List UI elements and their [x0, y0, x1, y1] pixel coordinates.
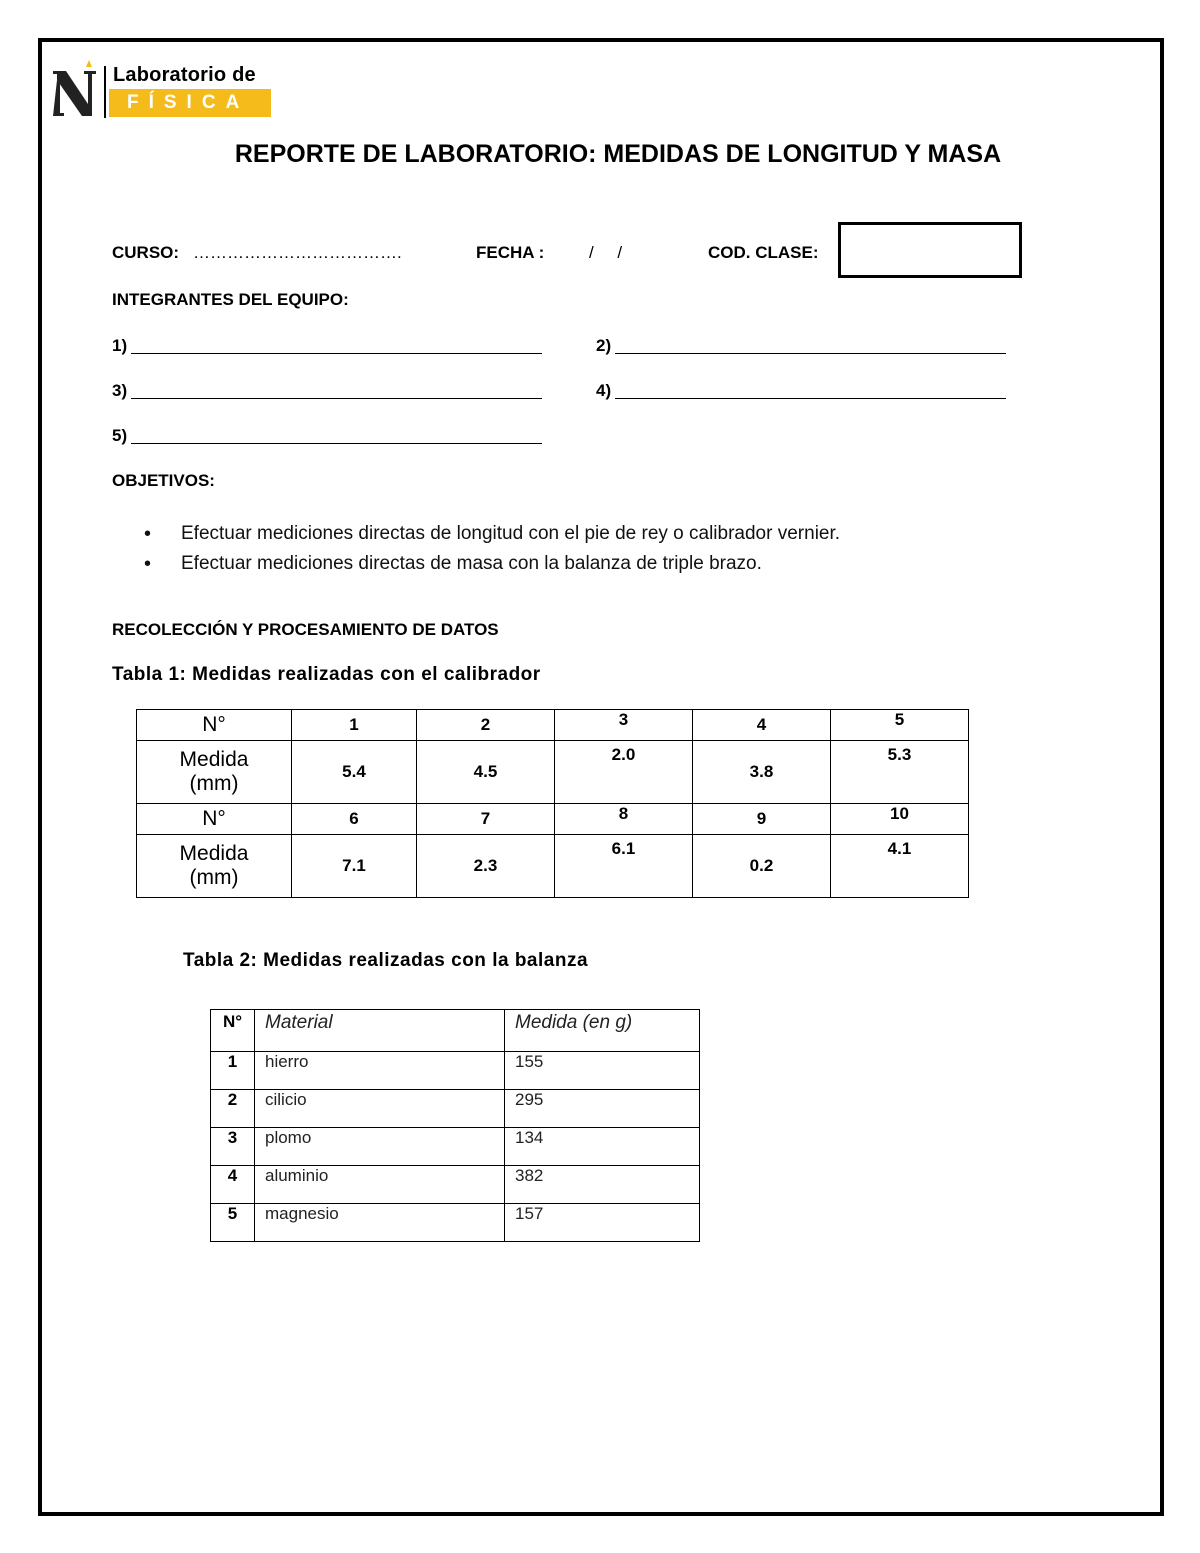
measure-unit: (mm): [189, 772, 239, 795]
table1-title: Tabla 1: Medidas realizadas con el calibrador: [112, 664, 541, 685]
table-cell: 155: [505, 1052, 700, 1090]
table-cell: 7.1: [292, 835, 417, 898]
table-header: Medida (en g): [505, 1010, 700, 1052]
objetivo-item: • Efectuar mediciones directas de longitud con el pie de rey o calibrador vernier.: [140, 520, 840, 550]
table-cell: 295: [505, 1090, 700, 1128]
table-cell: 6: [292, 804, 417, 835]
integrantes-label: INTEGRANTES DEL EQUIPO:: [112, 290, 349, 309]
table-cell: 0.2: [693, 835, 831, 898]
member-4-label: 4): [596, 381, 612, 400]
balanza-table: [210, 1009, 700, 1242]
curso-field[interactable]: ……………………………….: [193, 243, 402, 262]
table-cell: 7: [417, 804, 555, 835]
logo-text: Laboratorio de: [113, 64, 256, 86]
table-cell: 382: [505, 1166, 700, 1204]
fecha-field[interactable]: / /: [589, 243, 623, 262]
member-4-line[interactable]: [615, 398, 1006, 399]
objetivo-item: • Efectuar mediciones directas de masa con la balanza de triple brazo.: [140, 550, 840, 580]
table-cell: 8: [555, 804, 693, 835]
table-cell: 5: [211, 1204, 255, 1242]
table-cell: 4: [693, 710, 831, 741]
table-cell: 5.3: [831, 741, 969, 804]
table-cell: 3: [555, 710, 693, 741]
table-header: Material: [255, 1010, 505, 1052]
table-cell: 2: [211, 1090, 255, 1128]
table-cell: 2.3: [417, 835, 555, 898]
num-header: N°: [137, 804, 292, 835]
num-header: N°: [137, 710, 292, 741]
measure-label: Medida: [179, 842, 249, 865]
table-cell: 1: [292, 710, 417, 741]
fecha-label: FECHA :: [476, 243, 545, 262]
member-1-label: 1): [112, 336, 128, 355]
member-2-line[interactable]: [615, 353, 1006, 354]
curso-label: CURSO:: [112, 243, 180, 262]
measure-label: Medida: [179, 748, 249, 771]
table-cell: magnesio: [255, 1204, 505, 1242]
table-cell: 4.1: [831, 835, 969, 898]
n-logo-icon: [52, 60, 98, 118]
table2-title: Tabla 2: Medidas realizadas con la balanza: [183, 950, 589, 971]
table-cell: cilicio: [255, 1090, 505, 1128]
table-cell: plomo: [255, 1128, 505, 1166]
member-5-line[interactable]: [131, 443, 542, 444]
table-cell: 157: [505, 1204, 700, 1242]
table-cell: 2.0: [555, 741, 693, 804]
member-3-line[interactable]: [131, 398, 542, 399]
measure-unit: (mm): [189, 866, 239, 889]
table-cell: 3.8: [693, 741, 831, 804]
objetivos-list: [140, 520, 840, 580]
table-header: N°: [211, 1010, 255, 1052]
member-1-line[interactable]: [131, 353, 542, 354]
table-cell: 4: [211, 1166, 255, 1204]
logo-subtitle: FÍSICA: [109, 89, 271, 117]
cod-clase-label: COD. CLASE:: [708, 243, 819, 262]
objetivos-label: OBJETIVOS:: [112, 471, 215, 490]
table-cell: 134: [505, 1128, 700, 1166]
table-cell: 10: [831, 804, 969, 835]
member-2-label: 2): [596, 336, 612, 355]
calibrador-table: [136, 709, 969, 898]
member-5-label: 5): [112, 426, 128, 445]
table-cell: 4.5: [417, 741, 555, 804]
table-cell: 5.4: [292, 741, 417, 804]
table-cell: 1: [211, 1052, 255, 1090]
table-cell: 2: [417, 710, 555, 741]
table-cell: aluminio: [255, 1166, 505, 1204]
measure-header: [137, 835, 292, 898]
cod-clase-box[interactable]: [838, 222, 1022, 278]
page-title: REPORTE DE LABORATORIO: MEDIDAS DE LONGITUD Y MASA: [234, 140, 1002, 168]
table-cell: 9: [693, 804, 831, 835]
table-cell: 5: [831, 710, 969, 741]
member-3-label: 3): [112, 381, 128, 400]
measure-header: [137, 741, 292, 804]
table-cell: 3: [211, 1128, 255, 1166]
table-cell: hierro: [255, 1052, 505, 1090]
section-heading: RECOLECCIÓN Y PROCESAMIENTO DE DATOS: [112, 620, 499, 639]
table-cell: 6.1: [555, 835, 693, 898]
